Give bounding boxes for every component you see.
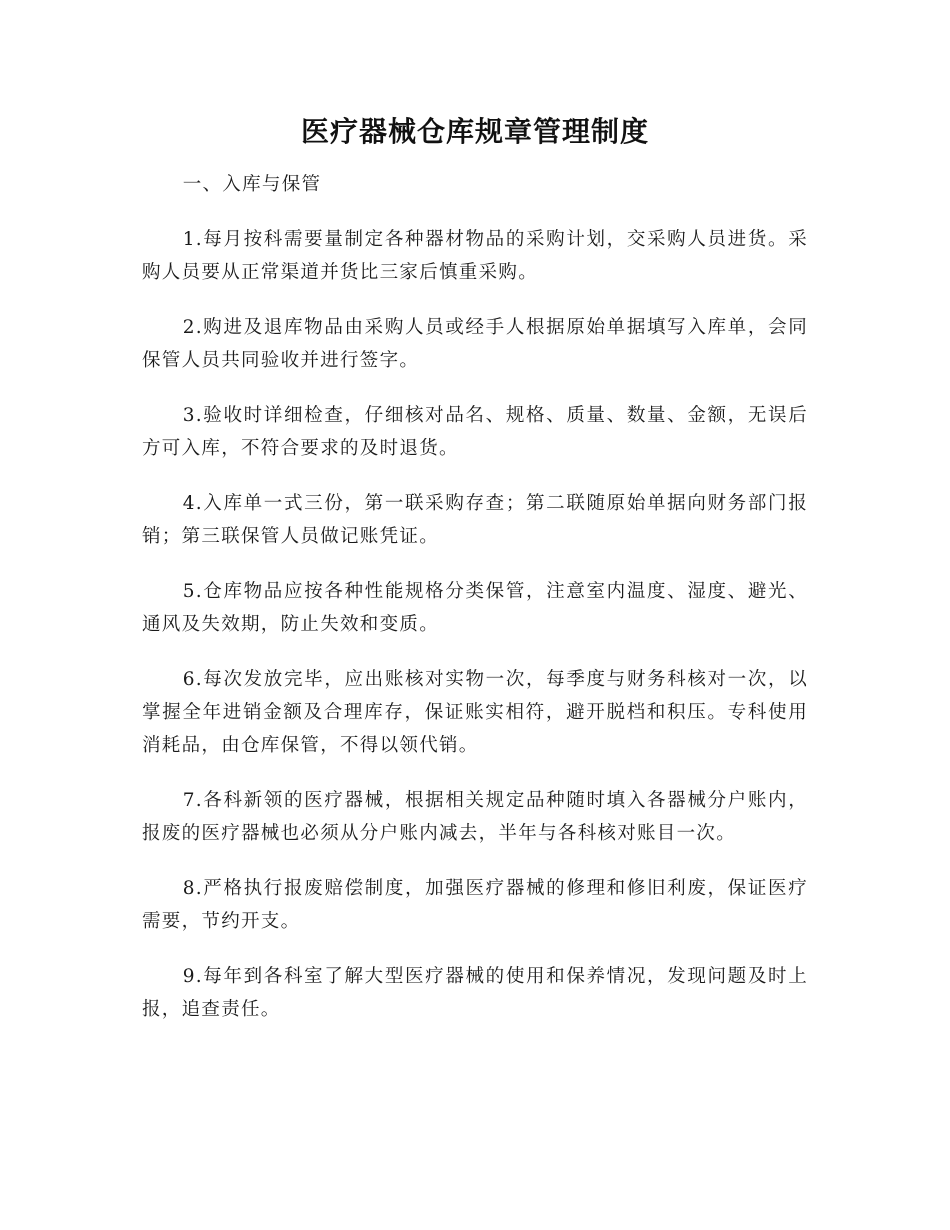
section-heading: 一、入库与保管 — [182, 174, 322, 195]
paragraph-7: 7.各科新领的医疗器械，根据相关规定品种随时填入各器械分户账内，报废的医疗器械也必须从分户账内减去，半年与各科核对账目一次。 — [142, 790, 808, 844]
paragraph-1: 1.每月按科需要量制定各种器材物品的采购计划，交采购人员进货。采购人员要从正常渠道并货比三家后慎重采购。 — [142, 229, 808, 283]
paragraph-3: 3.验收时详细检查，仔细核对品名、规格、质量、数量、金额，无误后方可入库，不符合要求的及时退货。 — [142, 405, 808, 459]
paragraph-4: 4.入库单一式三份，第一联采购存查；第二联随原始单据向财务部门报销；第三联保管人员做记账凭证。 — [142, 493, 808, 547]
document-body — [142, 168, 808, 1048]
paragraph-8: 8.严格执行报废赔偿制度，加强医疗器械的修理和修旧利废，保证医疗需要，节约开支。 — [142, 878, 808, 932]
paragraph-5: 5.仓库物品应按各种性能规格分类保管，注意室内温度、湿度、避光、通风及失效期，防止失效和变质。 — [142, 581, 808, 635]
paragraph-9: 9.每年到各科室了解大型医疗器械的使用和保养情况，发现问题及时上报，追查责任。 — [142, 966, 808, 1020]
paragraph-2: 2.购进及退库物品由采购人员或经手人根据原始单据填写入库单，会同保管人员共同验收并进行签字。 — [142, 317, 808, 371]
paragraph-6: 6.每次发放完毕，应出账核对实物一次，每季度与财务科核对一次，以掌握全年进销金额及合理库存，保证账实相符，避开脱档和积压。专科使用消耗品，由仓库保管，不得以领代销。 — [142, 669, 808, 756]
document-title: 医疗器械仓库规章管理制度 — [300, 115, 649, 148]
